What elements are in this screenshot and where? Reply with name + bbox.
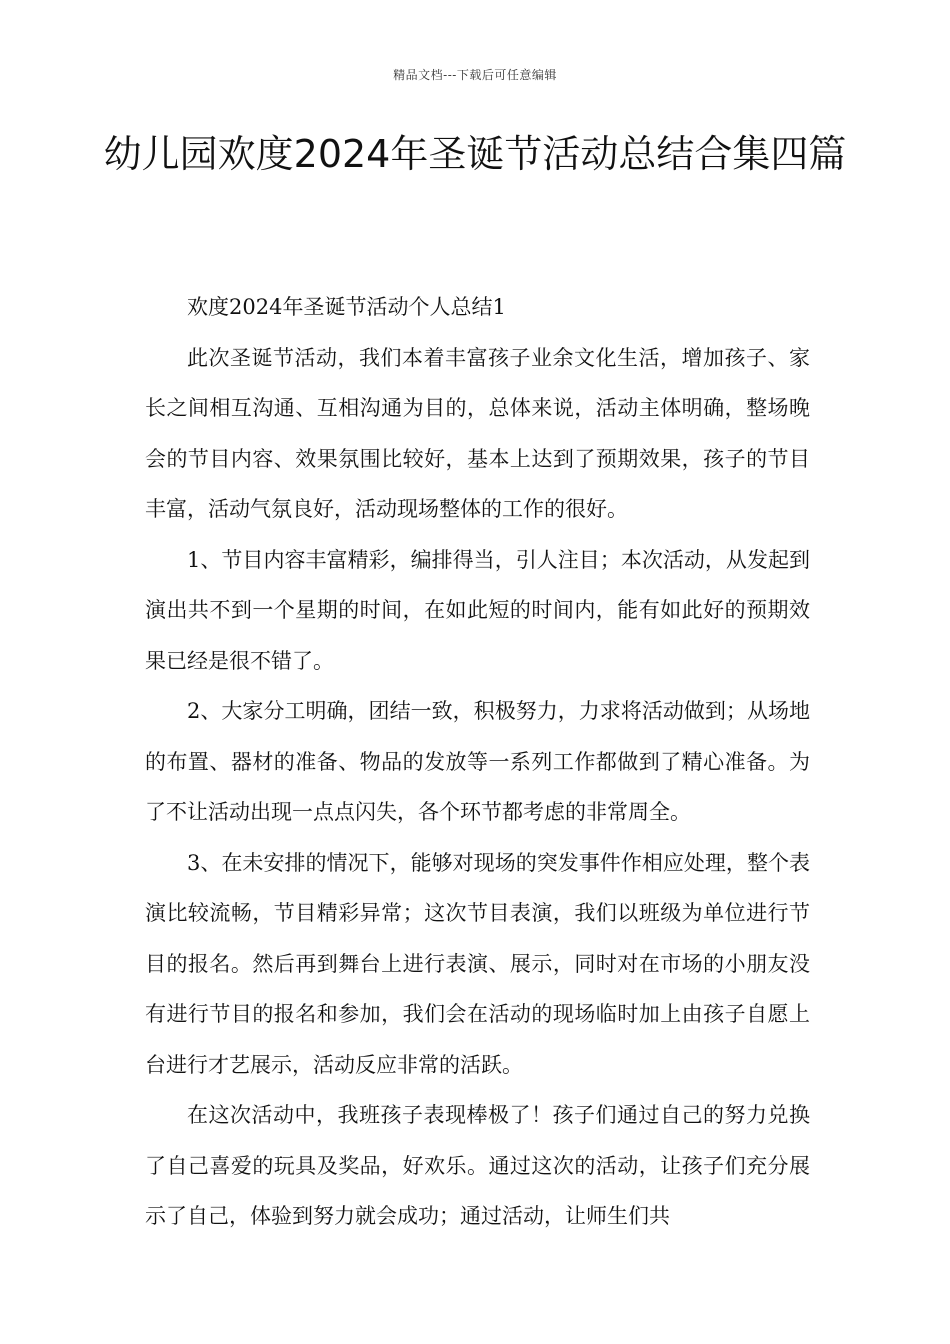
header-note: 精品文档---下载后可任意编辑 [393,68,557,82]
body-paragraph: 此次圣诞节活动，我们本着丰富孩子业余文化生活，增加孩子、家长之间相互沟通、互相沟通为目的，总体来说，活动主体明确，整场晚会的节目内容、效果氛围比较好，基本上达到了预期效果，孩子的节目丰富，活动气氛良好，活动现场整体的工作的很好。 [145,345,810,521]
document-body [145,282,810,1242]
body-paragraph: 3、在未安排的情况下，能够对现场的突发事件作相应处理，整个表演比较流畅，节目精彩异常；这次节目表演，我们以班级为单位进行节目的报名。然后再到舞台上进行表演、展示，同时对在市场的小朋友没有进行节目的报名和参加，我们会在活动的现场临时加上由孩子自愿上台进行才艺展示，活动反应非常的活跃。 [145,850,810,1077]
body-paragraph: 1、节目内容丰富精彩，编排得当，引人注目；本次活动，从发起到演出共不到一个星期的时间，在如此短的时间内，能有如此好的预期效果已经是很不错了。 [145,547,810,673]
document-title: 幼儿园欢度2024年圣诞节活动总结合集四篇 [103,132,847,176]
body-paragraph: 在这次活动中，我班孩子表现棒极了！孩子们通过自己的努力兑换了自己喜爱的玩具及奖品，好欢乐。通过这次的活动，让孩子们充分展示了自己，体验到努力就会成功；通过活动，让师生们共 [145,1103,810,1228]
section-heading: 欢度2024年圣诞节活动个人总结1 [187,295,506,319]
body-paragraph: 2、大家分工明确，团结一致，积极努力，力求将活动做到；从场地的布置、器材的准备、物品的发放等一系列工作都做到了精心准备。为了不让活动出现一点点闪失，各个环节都考虑的非常周全。 [145,699,810,824]
